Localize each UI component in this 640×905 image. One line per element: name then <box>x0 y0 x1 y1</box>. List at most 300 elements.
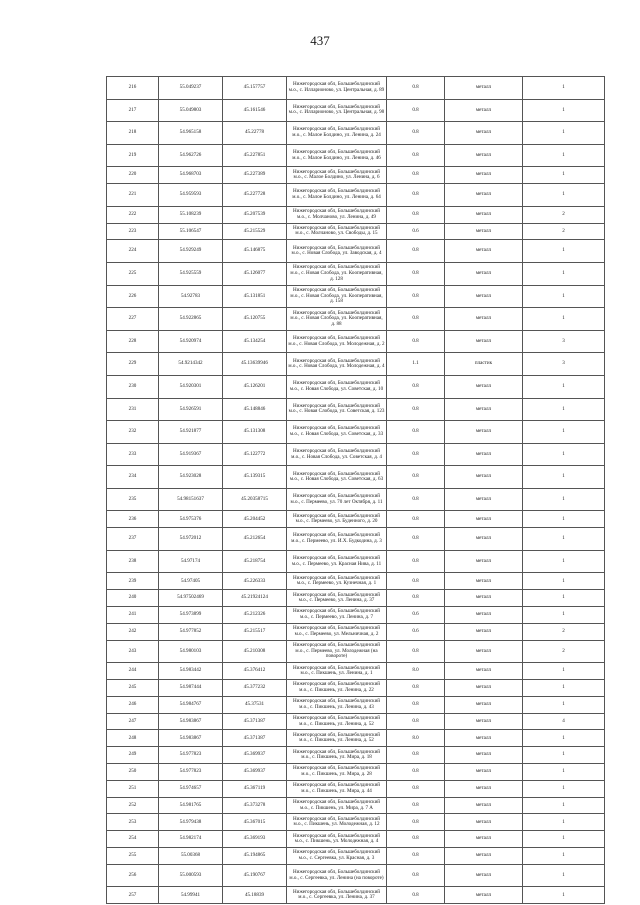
material-cell: металл <box>445 831 523 848</box>
address-cell: Нижегородская обл, Большеболдинский м.о., с. Молчаново, ул. Ленина, д. 49 <box>287 206 387 223</box>
table-row <box>107 421 605 444</box>
latitude-cell: 55.106547 <box>159 223 223 240</box>
latitude-cell: 54.980103 <box>159 640 223 663</box>
address-cell: Нижегородская обл, Большеболдинский м.о., с. Молчаново, ул. Свободы, д. 15 <box>287 223 387 240</box>
table-row <box>107 353 605 376</box>
row-number-cell: 233 <box>107 443 159 466</box>
longitude-cell: 45.226333 <box>223 573 287 590</box>
longitude-cell: 45.227728 <box>223 184 287 207</box>
longitude-cell: 45.212326 <box>223 607 287 624</box>
latitude-cell: 54.984767 <box>159 696 223 713</box>
table-row <box>107 573 605 590</box>
count-cell: 1 <box>523 730 605 747</box>
latitude-cell: 54.974657 <box>159 780 223 797</box>
row-number-cell: 235 <box>107 488 159 511</box>
material-cell: металл <box>445 77 523 100</box>
volume-cell: 0.8 <box>387 99 445 122</box>
count-cell: 1 <box>523 99 605 122</box>
material-cell: металл <box>445 398 523 421</box>
latitude-cell: 54.977852 <box>159 623 223 640</box>
count-cell: 1 <box>523 528 605 551</box>
latitude-cell: 54.9214342 <box>159 353 223 376</box>
address-cell: Нижегородская обл, Большеболдинский м.о., с. Пермеево, ул. Красная Нива, д. 11 <box>287 550 387 573</box>
latitude-cell: 54.983442 <box>159 663 223 680</box>
latitude-cell: 55.000593 <box>159 864 223 887</box>
table-body <box>107 77 605 904</box>
longitude-cell: 45.371387 <box>223 730 287 747</box>
material-cell: металл <box>445 308 523 331</box>
latitude-cell: 54.922865 <box>159 308 223 331</box>
longitude-cell: 45.204452 <box>223 511 287 528</box>
table-row <box>107 590 605 607</box>
material-cell: металл <box>445 680 523 697</box>
latitude-cell: 54.977823 <box>159 764 223 781</box>
material-cell: металл <box>445 466 523 489</box>
row-number-cell: 255 <box>107 848 159 865</box>
volume-cell: 0.8 <box>387 184 445 207</box>
material-cell: металл <box>445 864 523 887</box>
material-cell: металл <box>445 184 523 207</box>
count-cell: 1 <box>523 764 605 781</box>
volume-cell: 0.8 <box>387 713 445 730</box>
volume-cell: 0.8 <box>387 488 445 511</box>
address-cell: Нижегородская обл, Большеболдинский м.о., с. Пермеево, ул. Кузнечная, д. 1 <box>287 573 387 590</box>
table-row <box>107 814 605 831</box>
row-number-cell: 243 <box>107 640 159 663</box>
volume-cell: 0.8 <box>387 421 445 444</box>
longitude-cell: 45.218754 <box>223 550 287 573</box>
address-cell: Нижегородская обл, Большеболдинский м.о., с. Новая Слобода, ул. Советская, д. 10 <box>287 375 387 398</box>
row-number-cell: 237 <box>107 528 159 551</box>
latitude-cell: 55.108239 <box>159 206 223 223</box>
address-cell: Нижегородская обл, Большеболдинский м.о., с. Новая Слобода, ул. Кооперативная, д. 158 <box>287 285 387 308</box>
row-number-cell: 227 <box>107 308 159 331</box>
longitude-cell: 45.134254 <box>223 330 287 353</box>
volume-cell: 0.8 <box>387 262 445 285</box>
latitude-cell: 54.972012 <box>159 528 223 551</box>
row-number-cell: 216 <box>107 77 159 100</box>
volume-cell: 0.6 <box>387 607 445 624</box>
volume-cell: 0.8 <box>387 398 445 421</box>
latitude-cell: 54.920301 <box>159 375 223 398</box>
longitude-cell: 45.371387 <box>223 713 287 730</box>
address-cell: Нижегородская обл, Большеболдинский м.о., с. Пикшень, ул. Ленина, д. 43 <box>287 696 387 713</box>
address-cell: Нижегородская обл, Большеболдинский м.о., с. Новая Слобода, ул. Советская, д. 63 <box>287 466 387 489</box>
material-cell: металл <box>445 375 523 398</box>
material-cell: металл <box>445 206 523 223</box>
latitude-cell: 54.919367 <box>159 443 223 466</box>
address-cell: Нижегородская обл, Большеболдинский м.о., с. Пермеево, ул. И.Х. Будкодина, д. 3 <box>287 528 387 551</box>
row-number-cell: 249 <box>107 747 159 764</box>
longitude-cell: 45.227389 <box>223 167 287 184</box>
volume-cell: 0.8 <box>387 887 445 904</box>
table-row <box>107 77 605 100</box>
table-row <box>107 398 605 421</box>
row-number-cell: 236 <box>107 511 159 528</box>
volume-cell: 0.8 <box>387 747 445 764</box>
longitude-cell: 45.207539 <box>223 206 287 223</box>
volume-cell: 0.8 <box>387 550 445 573</box>
longitude-cell: 45.146875 <box>223 240 287 263</box>
volume-cell: 0.8 <box>387 831 445 848</box>
longitude-cell: 45.120755 <box>223 308 287 331</box>
latitude-cell: 55.00368 <box>159 848 223 865</box>
material-cell: металл <box>445 590 523 607</box>
latitude-cell: 54.920974 <box>159 330 223 353</box>
volume-cell: 0.8 <box>387 167 445 184</box>
address-cell: Нижегородская обл, Большеболдинский м.о., с. Пермеево, ул. Ленина, д. 7 <box>287 607 387 624</box>
volume-cell: 1.1 <box>387 353 445 376</box>
latitude-cell: 55.049803 <box>159 99 223 122</box>
volume-cell: 0.8 <box>387 308 445 331</box>
table-row <box>107 223 605 240</box>
material-cell: металл <box>445 663 523 680</box>
count-cell: 1 <box>523 262 605 285</box>
volume-cell: 0.8 <box>387 864 445 887</box>
longitude-cell: 45.369937 <box>223 747 287 764</box>
row-number-cell: 231 <box>107 398 159 421</box>
page-number: 437 <box>310 33 330 48</box>
row-number-cell: 256 <box>107 864 159 887</box>
volume-cell: 0.8 <box>387 240 445 263</box>
address-cell: Нижегородская обл, Большеболдинский м.о., с. Новая Слобода, ул. Кооперативная, д. 128 <box>287 262 387 285</box>
count-cell: 1 <box>523 848 605 865</box>
latitude-cell: 54.965158 <box>159 122 223 145</box>
latitude-cell: 54.97174 <box>159 550 223 573</box>
address-cell: Нижегородская обл, Большеболдинский м.о., с. Новая Слобода, ул. Советская, д. 33 <box>287 421 387 444</box>
longitude-cell: 45.148846 <box>223 398 287 421</box>
volume-cell: 0.8 <box>387 466 445 489</box>
table-row <box>107 696 605 713</box>
latitude-cell: 54.925559 <box>159 262 223 285</box>
count-cell: 2 <box>523 223 605 240</box>
row-number-cell: 257 <box>107 887 159 904</box>
material-cell: металл <box>445 285 523 308</box>
row-number-cell: 217 <box>107 99 159 122</box>
latitude-cell: 54.92783 <box>159 285 223 308</box>
latitude-cell: 54.929249 <box>159 240 223 263</box>
address-cell: Нижегородская обл, Большеболдинский м.о., с. Пикшень, ул. Ленина, д. 22 <box>287 680 387 697</box>
volume-cell: 0.8 <box>387 640 445 663</box>
material-cell: металл <box>445 814 523 831</box>
container-sites-table <box>106 76 605 904</box>
count-cell: 1 <box>523 144 605 167</box>
address-cell: Нижегородская обл, Большеболдинский м.о., с. Илларионово, ул. Центральная, д. 98 <box>287 99 387 122</box>
count-cell: 1 <box>523 122 605 145</box>
row-number-cell: 230 <box>107 375 159 398</box>
table-row <box>107 528 605 551</box>
latitude-cell: 54.959593 <box>159 184 223 207</box>
table-row <box>107 764 605 781</box>
volume-cell: 0.8 <box>387 122 445 145</box>
longitude-cell: 45.369937 <box>223 764 287 781</box>
longitude-cell: 45.22778 <box>223 122 287 145</box>
address-cell: Нижегородская обл, Большеболдинский м.о., с. Илларионово, ул. Центральная, д. 89 <box>287 77 387 100</box>
material-cell: металл <box>445 780 523 797</box>
longitude-cell: 45.210308 <box>223 640 287 663</box>
latitude-cell: 54.983867 <box>159 730 223 747</box>
table-row <box>107 488 605 511</box>
table-row <box>107 640 605 663</box>
count-cell: 1 <box>523 421 605 444</box>
material-cell: металл <box>445 330 523 353</box>
table-row <box>107 550 605 573</box>
count-cell: 2 <box>523 623 605 640</box>
table-row <box>107 466 605 489</box>
longitude-cell: 45.215517 <box>223 623 287 640</box>
count-cell: 1 <box>523 398 605 421</box>
row-number-cell: 239 <box>107 573 159 590</box>
count-cell: 1 <box>523 550 605 573</box>
row-number-cell: 253 <box>107 814 159 831</box>
address-cell: Нижегородская обл, Большеболдинский м.о., с. Новая Слобода, ул. Заводская, д. 4 <box>287 240 387 263</box>
row-number-cell: 221 <box>107 184 159 207</box>
count-cell: 1 <box>523 696 605 713</box>
latitude-cell: 54.97502469 <box>159 590 223 607</box>
longitude-cell: 45.126201 <box>223 375 287 398</box>
longitude-cell: 45.215529 <box>223 223 287 240</box>
latitude-cell: 54.973899 <box>159 607 223 624</box>
latitude-cell: 54.97405 <box>159 573 223 590</box>
volume-cell: 0.8 <box>387 528 445 551</box>
table-row <box>107 864 605 887</box>
volume-cell: 0.8 <box>387 443 445 466</box>
address-cell: Нижегородская обл, Большеболдинский м.о., с. Пермеево, ул. Ленина, д. 37 <box>287 590 387 607</box>
row-number-cell: 229 <box>107 353 159 376</box>
address-cell: Нижегородская обл, Большеболдинский м.о., с. Пермеево, ул. Буденного, д. 20 <box>287 511 387 528</box>
count-cell: 2 <box>523 640 605 663</box>
volume-cell: 0.8 <box>387 848 445 865</box>
table-row <box>107 848 605 865</box>
latitude-cell: 54.983867 <box>159 713 223 730</box>
volume-cell: 0.8 <box>387 764 445 781</box>
table-row <box>107 797 605 814</box>
material-cell: металл <box>445 240 523 263</box>
table-row <box>107 443 605 466</box>
latitude-cell: 54.982174 <box>159 831 223 848</box>
count-cell: 1 <box>523 887 605 904</box>
volume-cell: 0.8 <box>387 573 445 590</box>
volume-cell: 0.6 <box>387 623 445 640</box>
address-cell: Нижегородская обл, Большеболдинский м.о., с. Малое Болдино, ул. Ленина, д. 46 <box>287 144 387 167</box>
address-cell: Нижегородская обл, Большеболдинский м.о., с. Малое Болдино, ул. Ленина, д. 24 <box>287 122 387 145</box>
count-cell: 1 <box>523 466 605 489</box>
material-cell: металл <box>445 747 523 764</box>
volume-cell: 0.8 <box>387 797 445 814</box>
row-number-cell: 254 <box>107 831 159 848</box>
material-cell: металл <box>445 713 523 730</box>
count-cell: 1 <box>523 663 605 680</box>
material-cell: металл <box>445 797 523 814</box>
material-cell: металл <box>445 528 523 551</box>
row-number-cell: 226 <box>107 285 159 308</box>
address-cell: Нижегородская обл, Большеболдинский м.о., с. Пикшень, ул. Молодежная, д. 4 <box>287 831 387 848</box>
material-cell: металл <box>445 573 523 590</box>
address-cell: Нижегородская обл, Большеболдинский м.о., с. Пикшень, ул. Молодежная, д. 12 <box>287 814 387 831</box>
row-number-cell: 240 <box>107 590 159 607</box>
row-number-cell: 251 <box>107 780 159 797</box>
address-cell: Нижегородская обл, Большеболдинский м.о., с. Пикшень, ул. Ленина, д. 1 <box>287 663 387 680</box>
count-cell: 1 <box>523 375 605 398</box>
table-row <box>107 167 605 184</box>
latitude-cell: 54.981765 <box>159 797 223 814</box>
address-cell: Нижегородская обл, Большеболдинский м.о., с. Новая Слобода, ул. Советская, д. 123 <box>287 398 387 421</box>
material-cell: металл <box>445 99 523 122</box>
row-number-cell: 234 <box>107 466 159 489</box>
table-row <box>107 831 605 848</box>
row-number-cell: 244 <box>107 663 159 680</box>
address-cell: Нижегородская обл, Большеболдинский м.о., с. Пермеево, ул. 70 лет Октября, д. 11 <box>287 488 387 511</box>
table-row <box>107 240 605 263</box>
latitude-cell: 54.987444 <box>159 680 223 697</box>
table-row <box>107 184 605 207</box>
row-number-cell: 250 <box>107 764 159 781</box>
longitude-cell: 45.376412 <box>223 663 287 680</box>
volume-cell: 0.8 <box>387 814 445 831</box>
volume-cell: 0.6 <box>387 223 445 240</box>
longitude-cell: 45.212654 <box>223 528 287 551</box>
material-cell: металл <box>445 887 523 904</box>
count-cell: 1 <box>523 590 605 607</box>
longitude-cell: 45.131851 <box>223 285 287 308</box>
address-cell: Нижегородская обл, Большеболдинский м.о., с. Пикшень, ул. Ленина, д. 52 <box>287 713 387 730</box>
count-cell: 1 <box>523 607 605 624</box>
count-cell: 2 <box>523 206 605 223</box>
volume-cell: 0.8 <box>387 680 445 697</box>
longitude-cell: 45.122772 <box>223 443 287 466</box>
longitude-cell: 45.367015 <box>223 814 287 831</box>
count-cell: 1 <box>523 747 605 764</box>
address-cell: Нижегородская обл, Большеболдинский м.о., с. Пермеево, ул. Мельничная, д. 2 <box>287 623 387 640</box>
longitude-cell: 45.37531 <box>223 696 287 713</box>
table-row <box>107 887 605 904</box>
table-row <box>107 308 605 331</box>
material-cell: металл <box>445 730 523 747</box>
row-number-cell: 246 <box>107 696 159 713</box>
table-row <box>107 780 605 797</box>
material-cell: металл <box>445 262 523 285</box>
row-number-cell: 220 <box>107 167 159 184</box>
material-cell: металл <box>445 144 523 167</box>
count-cell: 1 <box>523 240 605 263</box>
longitude-cell: 45.161546 <box>223 99 287 122</box>
table-row <box>107 375 605 398</box>
volume-cell: 8.0 <box>387 663 445 680</box>
table-row <box>107 663 605 680</box>
table-row <box>107 730 605 747</box>
count-cell: 1 <box>523 680 605 697</box>
table-row <box>107 262 605 285</box>
latitude-cell: 55.049237 <box>159 77 223 100</box>
table-row <box>107 99 605 122</box>
longitude-cell: 45.21924124 <box>223 590 287 607</box>
latitude-cell: 54.926591 <box>159 398 223 421</box>
material-cell: металл <box>445 122 523 145</box>
row-number-cell: 219 <box>107 144 159 167</box>
address-cell: Нижегородская обл, Большеболдинский м.о., с. Новая Слобода, ул. Советская, д. 4 <box>287 443 387 466</box>
latitude-cell: 54.923028 <box>159 466 223 489</box>
longitude-cell: 45.373278 <box>223 797 287 814</box>
longitude-cell: 45.369193 <box>223 831 287 848</box>
row-number-cell: 248 <box>107 730 159 747</box>
count-cell: 3 <box>523 353 605 376</box>
table-row <box>107 144 605 167</box>
count-cell: 1 <box>523 797 605 814</box>
address-cell: Нижегородская обл, Большеболдинский м.о., с. Пермеево, ул. Молодежная (на повороте) <box>287 640 387 663</box>
table-row <box>107 607 605 624</box>
address-cell: Нижегородская обл, Большеболдинский м.о., с. Пикшень, ул. Ленина, д. 52 <box>287 730 387 747</box>
longitude-cell: 45.194865 <box>223 848 287 865</box>
material-cell: металл <box>445 764 523 781</box>
longitude-cell: 45.227851 <box>223 144 287 167</box>
row-number-cell: 238 <box>107 550 159 573</box>
address-cell: Нижегородская обл, Большеболдинский м.о., с. Пикшень, ул. Мира, д. 18 <box>287 747 387 764</box>
volume-cell: 0.8 <box>387 285 445 308</box>
row-number-cell: 224 <box>107 240 159 263</box>
address-cell: Нижегородская обл, Большеболдинский м.о., с. Сергеевка, ул. Ленина (на повороте) <box>287 864 387 887</box>
longitude-cell: 45.157757 <box>223 77 287 100</box>
address-cell: Нижегородская обл, Большеболдинский м.о., с. Новая Слобода, ул. Кооперативная, д. 88 <box>287 308 387 331</box>
material-cell: металл <box>445 640 523 663</box>
address-cell: Нижегородская обл, Большеболдинский м.о., с. Новая Слобода, ул. Молодежная, д. 4 <box>287 353 387 376</box>
table-row <box>107 713 605 730</box>
volume-cell: 8.0 <box>387 730 445 747</box>
longitude-cell: 45.190767 <box>223 864 287 887</box>
table-row <box>107 122 605 145</box>
row-number-cell: 247 <box>107 713 159 730</box>
count-cell: 1 <box>523 488 605 511</box>
longitude-cell: 45.377232 <box>223 680 287 697</box>
count-cell: 1 <box>523 780 605 797</box>
material-cell: металл <box>445 421 523 444</box>
count-cell: 1 <box>523 573 605 590</box>
count-cell: 4 <box>523 713 605 730</box>
table-row <box>107 747 605 764</box>
count-cell: 1 <box>523 184 605 207</box>
latitude-cell: 54.99941 <box>159 887 223 904</box>
volume-cell: 0.8 <box>387 206 445 223</box>
latitude-cell: 54.962726 <box>159 144 223 167</box>
material-cell: металл <box>445 223 523 240</box>
address-cell: Нижегородская обл, Большеболдинский м.о., с. Сергеевка, ул. Красная, д. 3 <box>287 848 387 865</box>
row-number-cell: 241 <box>107 607 159 624</box>
latitude-cell: 54.979438 <box>159 814 223 831</box>
row-number-cell: 242 <box>107 623 159 640</box>
material-cell: металл <box>445 623 523 640</box>
address-cell: Нижегородская обл, Большеболдинский м.о., с. Пикшень, ул. Мира, д. 44 <box>287 780 387 797</box>
count-cell: 1 <box>523 831 605 848</box>
volume-cell: 0.8 <box>387 77 445 100</box>
volume-cell: 0.8 <box>387 511 445 528</box>
address-cell: Нижегородская обл, Большеболдинский м.о., с. Пикшень, ул. Мира, д. 7 А <box>287 797 387 814</box>
latitude-cell: 54.977823 <box>159 747 223 764</box>
count-cell: 1 <box>523 308 605 331</box>
latitude-cell: 54.921877 <box>159 421 223 444</box>
count-cell: 1 <box>523 167 605 184</box>
material-cell: металл <box>445 696 523 713</box>
longitude-cell: 45.20358715 <box>223 488 287 511</box>
row-number-cell: 228 <box>107 330 159 353</box>
row-number-cell: 252 <box>107 797 159 814</box>
count-cell: 1 <box>523 285 605 308</box>
volume-cell: 0.8 <box>387 780 445 797</box>
row-number-cell: 222 <box>107 206 159 223</box>
material-cell: металл <box>445 550 523 573</box>
count-cell: 1 <box>523 864 605 887</box>
longitude-cell: 45.139315 <box>223 466 287 489</box>
material-cell: пластик <box>445 353 523 376</box>
latitude-cell: 54.975376 <box>159 511 223 528</box>
